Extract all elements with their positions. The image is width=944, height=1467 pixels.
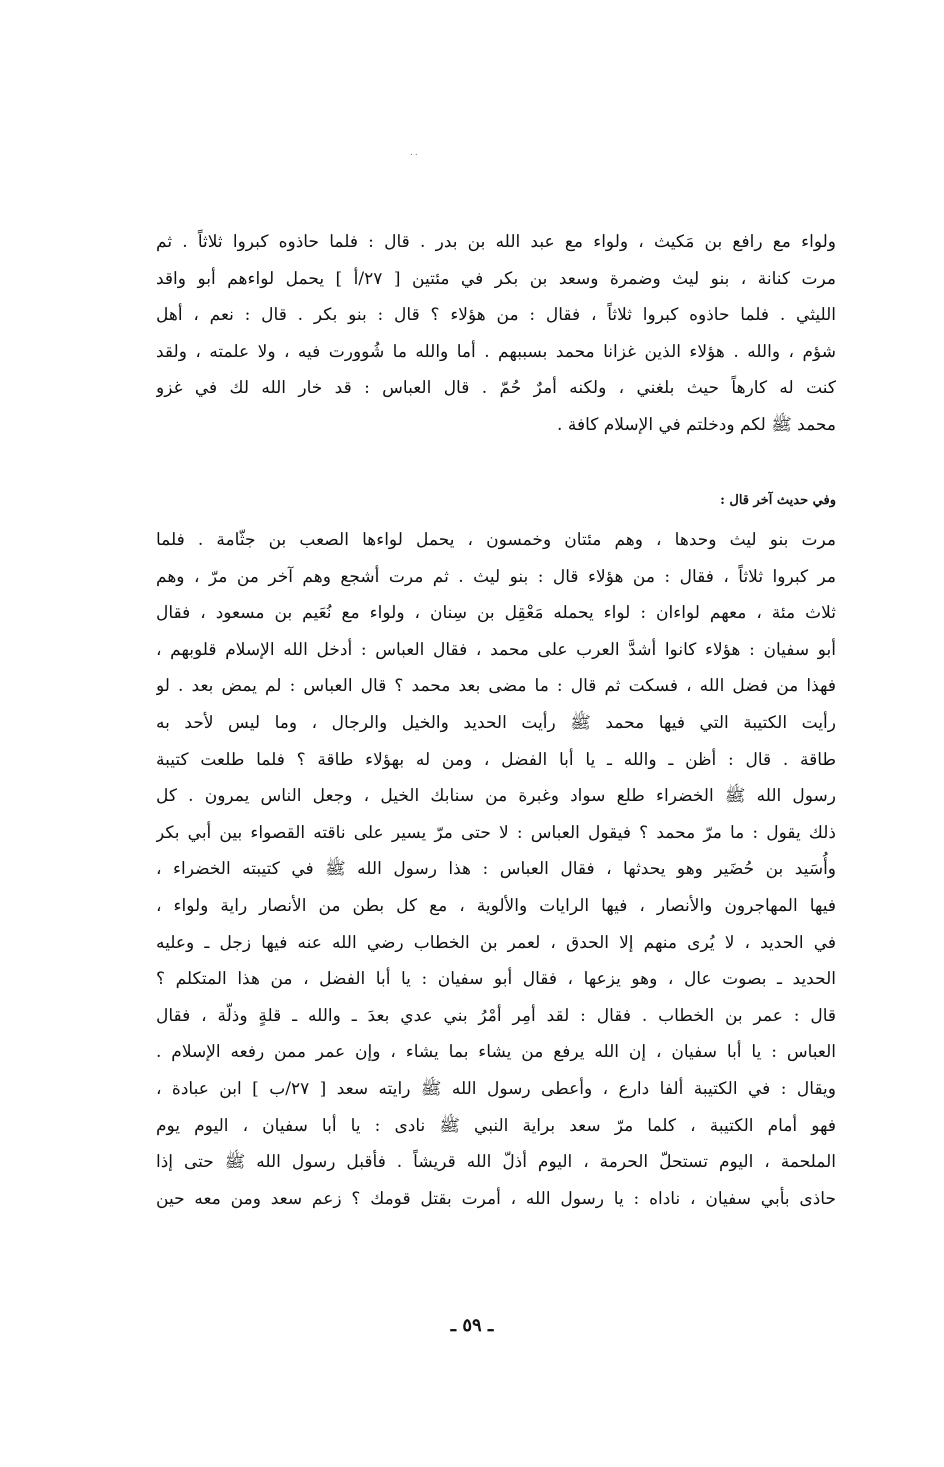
text-line: الملحمة ، اليوم تستحلّ الحرمة ، اليوم أذلّ الله قريشاً . فأقبل رسول الله ﷺ حتى إذا xyxy=(156,1152,836,1173)
paragraph-1 xyxy=(156,224,836,444)
text-line: في الحديد ، لا يُرى منهم إلا الحدق ، لعمر بن الخطاب رضي الله عنه فيها زجل ـ وعليه xyxy=(156,932,836,953)
text-line: رأيت الكتيبة التي فيها محمد ﷺ رأيت الحديد والخيل والرجال ، وما ليس لأحد به xyxy=(156,712,836,733)
text-line: الحديد ـ بصوت عال ، وهو يزعها ، فقال أبو سفيان : يا أبا الفضل ، من هذا المتكلم ؟ xyxy=(156,969,836,990)
paragraph-2 xyxy=(156,522,836,1217)
text-line: ولواء مع رافع بن مَكيث ، ولواء مع عبد الله بن بدر . قال : فلما حاذوه كبروا ثلاثاً . ثم xyxy=(156,232,836,252)
text-line: فهو أمام الكتيبة ، كلما مرّ سعد براية النبي ﷺ نادى : يا أبا سفيان ، اليوم يوم xyxy=(156,1115,836,1136)
page-number: ـ ٥٩ ـ xyxy=(450,1315,494,1336)
text-line: الليثي . فلما حاذوه كبروا ثلاثاً ، فقال : من هؤلاء ؟ قال : بنو بكر . قال : نعم ، أهل xyxy=(156,305,836,326)
text-line: رسول الله ﷺ الخضراء طلع سواد وغبرة من سنابك الخيل ، وجعل الناس يمرون . كل xyxy=(156,786,836,807)
text-line: مرت بنو ليث وحدها ، وهم مئتان وخمسون ، يحمل لواءها الصعب بن جثّامة . فلما xyxy=(156,530,836,550)
text-line: حاذى بأبي سفيان ، ناداه : يا رسول الله ، أمرت بقتل قومك ؟ زعم سعد ومن معه حين xyxy=(156,1188,836,1209)
text-line: ثلاث مئة ، معهم لواءان : لواء يحمله مَعْقِل بن سِنان ، ولواء مع نُعَيم بن مسعود ، فقال xyxy=(156,603,836,624)
text-line: فهذا من فضل الله ، فسكت ثم قال : ما مضى بعد محمد ؟ قال العباس : لم يمض بعد . لو xyxy=(156,676,836,697)
text-line: وأُسَيد بن حُضَير وهو يحدثها ، فقال العباس : هذا رسول الله ﷺ في كتيبته الخضراء ، xyxy=(156,859,836,880)
text-line: طاقة . قال : أظن ـ والله ـ يا أبا الفضل ، ومن له بهؤلاء طاقة ؟ فلما طلعت كتيبة xyxy=(156,749,836,770)
text-line: أبو سفيان : هؤلاء كانوا أشدَّ العرب على محمد ، فقال العباس : أدخل الله الإسلام قلوبهم ، xyxy=(156,639,836,660)
text-line: مر كبروا ثلاثاً ، فقال : من هؤلاء قال : بنو ليث . ثم مرت أشجع وهم آخر من مرّ ، وهم xyxy=(156,566,836,587)
scan-speck: .. xyxy=(410,148,420,158)
text-line: قال : عمر بن الخطاب . فقال : لقد أمِر أمْرُ بني عدي بعدَ ـ والله ـ قلةٍ وذلّة ، فقال xyxy=(156,1005,836,1026)
section-subheading: وفي حديث آخر قال : xyxy=(720,493,836,508)
text-line: ويقال : في الكتيبة ألفا دارع ، وأعطى رسول الله ﷺ رايته سعد [ ٢٧/ب ] ابن عبادة ، xyxy=(156,1078,836,1099)
text-line: كنت له كارهاً حيث بلغني ، ولكنه أمرٌ حُمّ . قال العباس : قد خار الله لك في غزو xyxy=(156,378,836,399)
text-line: شؤم ، والله . هؤلاء الذين غزانا محمد بسببهم . أما والله ما شُوورت فيه ، ولا علمته ، ولقد xyxy=(156,341,836,362)
text-line: فيها المهاجرون والأنصار ، فيها الرايات والألوية ، مع كل بطن من الأنصار راية ولواء ، xyxy=(156,895,836,916)
text-line: ذلك يقول : ما مرّ محمد ؟ فيقول العباس : لا حتى مرّ يسير على ناقته القصواء بين أبي بكر xyxy=(156,822,836,843)
text-line: محمد ﷺ لكم ودخلتم في الإسلام كافة . xyxy=(557,414,836,435)
text-line: العباس : يا أبا سفيان ، إن الله يرفع من يشاء بما يشاء ، وإن عمر ممن رفعه الإسلام . xyxy=(156,1042,836,1063)
text-line: مرت كنانة ، بنو ليث وضمرة وسعد بن بكر في مئتين [ ٢٧/أ ] يحمل لواءهم أبو واقد xyxy=(156,268,836,289)
